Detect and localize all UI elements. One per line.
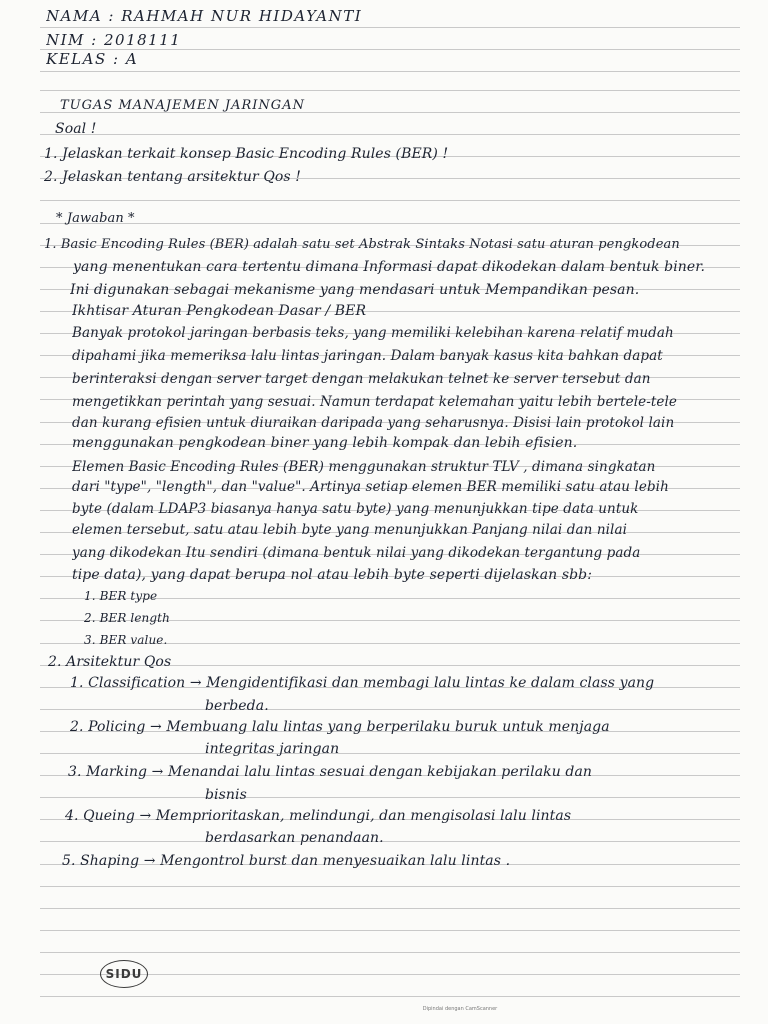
- assignment-title: TUGAS MANAJEMEN JARINGAN: [60, 98, 305, 113]
- answer-1-line: dipahami jika memeriksa lalu lintas jaringan. Dalam banyak kasus kita bahkan dapat: [72, 348, 663, 364]
- answer-2-title: 2. Arsitektur Qos: [48, 654, 172, 670]
- answer-1-line: Ini digunakan sebagai mekanisme yang mendasari untuk Mempandikan pesan.: [70, 282, 640, 298]
- student-class-line: KELAS : A: [46, 50, 139, 68]
- answer-1-line: dan kurang efisien untuk diuraikan daripada yang seharusnya. Disisi lain protokol lain: [72, 415, 675, 431]
- qos-item-continuation: integritas jaringan: [205, 741, 340, 757]
- answer-1-line: 1. Basic Encoding Rules (BER) adalah satu set Abstrak Sintaks Notasi satu aturan pengkodean: [44, 237, 680, 252]
- qos-item: 2. Policing → Membuang lalu lintas yang berperilaku buruk untuk menjaga: [70, 719, 610, 735]
- answer-1-line: yang dikodekan Itu sendiri (dimana bentuk nilai yang dikodekan tergantung pada: [72, 545, 641, 561]
- answer-label: * Jawaban *: [56, 211, 135, 226]
- student-name-line: NAMA : RAHMAH NUR HIDAYANTI: [46, 7, 363, 25]
- answer-1-line: Elemen Basic Encoding Rules (BER) menggunakan struktur TLV , dimana singkatan: [72, 459, 656, 475]
- answer-1-line: byte (dalam LDAP3 biasanya hanya satu byte) yang menunjukkan tipe data untuk: [72, 501, 639, 517]
- answer-1-line: elemen tersebut, satu atau lebih byte yang menunjukkan Panjang nilai dan nilai: [72, 522, 628, 538]
- qos-item-continuation: berdasarkan penandaan.: [205, 830, 384, 846]
- answer-1-line: mengetikkan perintah yang sesuai. Namun terdapat kelemahan yaitu lebih bertele-tele: [72, 394, 678, 410]
- answer-1-subheading: Ikhtisar Aturan Pengkodean Dasar / BER: [72, 303, 367, 319]
- question-1: 1. Jelaskan terkait konsep Basic Encoding Rules (BER) !: [44, 146, 449, 162]
- student-nim-line: NIM : 2018111: [46, 31, 182, 49]
- qos-item: 3. Marking → Menandai lalu lintas sesuai dengan kebijakan perilaku dan: [68, 764, 593, 780]
- answer-1-line: berinteraksi dengan server target dengan melakukan telnet ke server tersebut dan: [72, 371, 651, 387]
- answer-1-line: menggunakan pengkodean biner yang lebih kompak dan lebih efisien.: [72, 435, 578, 451]
- question-label: Soal !: [55, 121, 97, 137]
- ber-sublist-item: 1. BER type: [84, 589, 158, 603]
- ber-sublist-item: 3. BER value.: [84, 633, 168, 647]
- qos-item: 5. Shaping → Mengontrol burst dan menyesuaikan lalu lintas .: [62, 853, 511, 869]
- qos-item-continuation: berbeda.: [205, 698, 269, 714]
- answer-1-line: Banyak protokol jaringan berbasis teks, yang memiliki kelebihan karena relatif mudah: [72, 325, 674, 341]
- answer-1-line: yang menentukan cara tertentu dimana Informasi dapat dikodekan dalam bentuk biner.: [73, 259, 706, 275]
- question-2: 2. Jelaskan tentang arsitektur Qos !: [44, 169, 301, 185]
- qos-item: 4. Queing → Memprioritaskan, melindungi, dan mengisolasi lalu lintas: [65, 808, 572, 824]
- answer-1-line: tipe data), yang dapat berupa nol atau lebih byte seperti dijelaskan sbb:: [72, 567, 593, 583]
- qos-item-continuation: bisnis: [205, 787, 247, 803]
- qos-item: 1. Classification → Mengidentifikasi dan membagi lalu lintas ke dalam class yang: [70, 675, 655, 691]
- ber-sublist-item: 2. BER length: [84, 611, 170, 625]
- answer-1-line: dari "type", "length", dan "value". Artinya setiap elemen BER memiliki satu atau lebih: [72, 479, 669, 495]
- scanner-watermark: Dipindai dengan CamScanner: [422, 1006, 498, 1012]
- notebook-brand-logo: SIDU: [100, 960, 148, 988]
